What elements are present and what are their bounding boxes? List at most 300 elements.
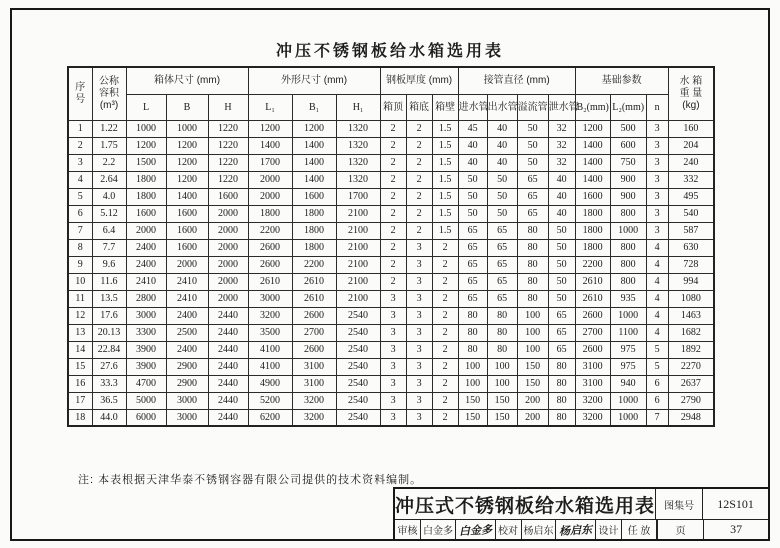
table-cell: 1000	[126, 120, 166, 137]
table-cell: 10	[68, 273, 92, 290]
table-cell: 1.5	[432, 137, 458, 154]
table-cell: 2400	[166, 341, 208, 358]
table-cell: 5	[646, 358, 668, 375]
table-cell: 3	[406, 239, 432, 256]
table-cell: 20.13	[92, 324, 126, 341]
reviewer-signature	[456, 520, 496, 539]
table-cell: 50	[517, 154, 548, 171]
col-n: n	[646, 94, 668, 120]
table-cell: 2	[380, 137, 406, 154]
table-cell: 3	[646, 120, 668, 137]
table-cell: 100	[487, 358, 517, 375]
table-cell: 80	[487, 341, 517, 358]
table-cell: 50	[548, 222, 575, 239]
table-cell: 3	[406, 290, 432, 307]
table-cell: 1400	[575, 171, 610, 188]
group-tank-dimensions: 箱体尺寸 (mm)	[126, 67, 248, 94]
table-cell: 2000	[208, 256, 248, 273]
reviewer-name: 白金多	[421, 520, 456, 539]
table-cell: 65	[548, 307, 575, 324]
table-cell: 40	[548, 171, 575, 188]
table-cell: 6.4	[92, 222, 126, 239]
table-cell: 80	[517, 222, 548, 239]
table-cell: 150	[458, 409, 487, 426]
table-cell: 1400	[292, 171, 336, 188]
table-cell: 6	[646, 375, 668, 392]
table-cell: 1400	[575, 154, 610, 171]
table-cell: 150	[487, 409, 517, 426]
table-cell: 900	[610, 171, 646, 188]
table-cell: 3	[406, 273, 432, 290]
table-cell: 994	[668, 273, 714, 290]
table-cell: 2200	[248, 222, 292, 239]
table-cell: 3100	[575, 375, 610, 392]
table-cell: 2900	[166, 375, 208, 392]
table-cell: 8	[68, 239, 92, 256]
table-cell: 3	[406, 409, 432, 426]
table-cell: 1600	[166, 222, 208, 239]
table-cell: 3100	[292, 375, 336, 392]
proofreader-signature	[556, 520, 596, 539]
group-outer-dimensions: 外形尺寸 (mm)	[248, 67, 380, 94]
table-row	[68, 307, 714, 324]
table-cell: 1320	[336, 154, 380, 171]
table-cell: 1200	[166, 171, 208, 188]
table-cell: 3900	[126, 358, 166, 375]
table-cell: 16	[68, 375, 92, 392]
table-cell: 44.0	[92, 409, 126, 426]
table-cell: 3200	[292, 392, 336, 409]
table-cell: 17.6	[92, 307, 126, 324]
col-L2: L₂(mm)	[610, 94, 646, 120]
table-cell: 975	[610, 341, 646, 358]
table-cell: 1.5	[432, 188, 458, 205]
table-cell: 1600	[166, 239, 208, 256]
table-cell: 2	[380, 154, 406, 171]
col-seq	[68, 67, 92, 120]
table-cell: 2800	[126, 290, 166, 307]
table-cell: 80	[548, 409, 575, 426]
table-cell: 12	[68, 307, 92, 324]
table-cell: 1400	[575, 137, 610, 154]
table-cell: 27.6	[92, 358, 126, 375]
table-cell: 50	[548, 273, 575, 290]
table-cell: 3300	[126, 324, 166, 341]
table-cell: 2610	[575, 273, 610, 290]
col-H1: H₁	[336, 94, 380, 120]
table-cell: 240	[668, 154, 714, 171]
col-weight-line1: 水 箱	[679, 76, 703, 88]
table-cell: 100	[517, 324, 548, 341]
table-cell: 728	[668, 256, 714, 273]
table-cell: 13.5	[92, 290, 126, 307]
table-cell: 1200	[248, 120, 292, 137]
table-cell: 2	[406, 222, 432, 239]
table-cell: 2	[432, 239, 458, 256]
col-outlet-pipe: 出水管	[487, 94, 517, 120]
table-cell: 32	[548, 120, 575, 137]
table-cell: 65	[458, 256, 487, 273]
page-number-value: 37	[730, 522, 743, 536]
table-row	[68, 222, 714, 239]
group-plate-thickness: 钢板厚度 (mm)	[380, 67, 458, 94]
table-cell: 935	[610, 290, 646, 307]
table-cell: 4	[646, 256, 668, 273]
table-cell: 3	[380, 290, 406, 307]
table-cell: 2400	[166, 307, 208, 324]
table-cell: 800	[610, 239, 646, 256]
table-cell: 3	[406, 375, 432, 392]
table-cell: 65	[458, 222, 487, 239]
table-cell: 2440	[208, 392, 248, 409]
table-cell: 80	[517, 290, 548, 307]
table-cell: 800	[610, 273, 646, 290]
col-weight-unit: (kg)	[682, 99, 700, 111]
table-row	[68, 239, 714, 256]
table-cell: 1600	[292, 188, 336, 205]
table-cell: 3	[406, 324, 432, 341]
table-cell: 50	[487, 205, 517, 222]
table-cell: 2100	[336, 273, 380, 290]
table-cell: 7	[646, 409, 668, 426]
table-cell: 1400	[292, 137, 336, 154]
table-cell: 3	[646, 154, 668, 171]
table-cell: 1200	[575, 120, 610, 137]
table-cell: 1.75	[92, 137, 126, 154]
table-cell: 2700	[575, 324, 610, 341]
table-cell: 1800	[575, 222, 610, 239]
table-cell: 1220	[208, 120, 248, 137]
table-cell: 540	[668, 205, 714, 222]
title-block-row2	[395, 520, 768, 539]
col-bottom-plate: 箱底	[406, 94, 432, 120]
table-cell: 2637	[668, 375, 714, 392]
footnote: 注: 本表根据天津华泰不锈钢容器有限公司提供的技术资料编制。	[78, 474, 423, 486]
designer-label: 设计	[596, 520, 622, 539]
table-cell: 6	[68, 205, 92, 222]
table-cell: 40	[487, 120, 517, 137]
table-cell: 3	[406, 392, 432, 409]
table-cell: 2540	[336, 358, 380, 375]
table-cell: 2610	[292, 273, 336, 290]
table-cell: 3000	[166, 392, 208, 409]
table-cell: 1400	[292, 154, 336, 171]
table-cell: 2540	[336, 324, 380, 341]
table-cell: 1000	[610, 409, 646, 426]
table-cell: 2	[432, 273, 458, 290]
table-cell: 5000	[126, 392, 166, 409]
table-cell: 3	[646, 188, 668, 205]
table-cell: 2600	[248, 256, 292, 273]
table-cell: 22.84	[92, 341, 126, 358]
table-cell: 2600	[248, 239, 292, 256]
table-cell: 2	[68, 137, 92, 154]
reviewer-signature-text: 白金多	[458, 522, 493, 538]
table-cell: 2	[432, 324, 458, 341]
table-cell: 13	[68, 324, 92, 341]
col-volume-line2: 容积	[99, 87, 119, 99]
table-cell: 50	[548, 256, 575, 273]
table-cell: 50	[487, 188, 517, 205]
table-cell: 4900	[248, 375, 292, 392]
table-cell: 900	[610, 188, 646, 205]
table-cell: 2400	[126, 256, 166, 273]
table-row	[68, 205, 714, 222]
table-cell: 1800	[292, 222, 336, 239]
col-B2: B₂(mm)	[575, 94, 610, 120]
col-weight-line2: 重 量	[679, 87, 703, 99]
table-cell: 2	[406, 188, 432, 205]
table-cell: 2600	[292, 307, 336, 324]
table-cell: 80	[458, 341, 487, 358]
proofreader-label: 校对	[496, 520, 522, 539]
table-cell: 65	[458, 290, 487, 307]
table-cell: 5	[646, 341, 668, 358]
table-cell: 2540	[336, 409, 380, 426]
table-cell: 11	[68, 290, 92, 307]
table-cell: 2270	[668, 358, 714, 375]
selection-table	[67, 66, 715, 427]
table-row	[68, 137, 714, 154]
table-cell: 80	[487, 307, 517, 324]
col-H: H	[208, 94, 248, 120]
table-cell: 1200	[166, 154, 208, 171]
table-cell: 2100	[336, 205, 380, 222]
table-cell: 2.2	[92, 154, 126, 171]
table-cell: 2	[406, 154, 432, 171]
table-cell: 3	[380, 307, 406, 324]
table-header	[68, 67, 714, 120]
table-cell: 2	[380, 239, 406, 256]
table-cell: 2	[406, 205, 432, 222]
col-overflow-pipe: 溢流管	[517, 94, 548, 120]
table-cell: 1320	[336, 137, 380, 154]
table-cell: 2700	[292, 324, 336, 341]
table-cell: 4	[68, 171, 92, 188]
col-tank-weight	[668, 67, 714, 120]
table-cell: 2000	[248, 188, 292, 205]
table-row	[68, 171, 714, 188]
table-cell: 9	[68, 256, 92, 273]
table-cell: 2000	[208, 290, 248, 307]
table-cell: 65	[487, 290, 517, 307]
col-volume	[92, 67, 126, 120]
title-block-row1	[395, 489, 768, 520]
table-cell: 50	[458, 188, 487, 205]
table-cell: 1700	[248, 154, 292, 171]
table-cell: 600	[610, 137, 646, 154]
table-cell: 1600	[575, 188, 610, 205]
table-cell: 11.6	[92, 273, 126, 290]
table-cell: 3	[380, 409, 406, 426]
table-cell: 2540	[336, 375, 380, 392]
table-cell: 150	[487, 392, 517, 409]
table-cell: 2948	[668, 409, 714, 426]
table-cell: 1320	[336, 171, 380, 188]
table-cell: 6200	[248, 409, 292, 426]
table-row	[68, 120, 714, 137]
table-cell: 160	[668, 120, 714, 137]
table-cell: 3100	[575, 358, 610, 375]
table-cell: 2440	[208, 307, 248, 324]
table-cell: 2	[380, 171, 406, 188]
table-cell: 1463	[668, 307, 714, 324]
table-cell: 150	[458, 392, 487, 409]
table-cell: 40	[487, 154, 517, 171]
table-cell: 975	[610, 358, 646, 375]
table-cell: 3	[380, 341, 406, 358]
table-cell: 50	[517, 120, 548, 137]
table-cell: 1200	[126, 137, 166, 154]
table-cell: 1700	[336, 188, 380, 205]
table-cell: 2	[406, 171, 432, 188]
table-cell: 2000	[208, 222, 248, 239]
table-cell: 40	[548, 205, 575, 222]
table-cell: 2	[432, 375, 458, 392]
page-title: 冲压不锈钢板给水箱选用表	[275, 43, 504, 60]
table-row	[68, 392, 714, 409]
table-cell: 80	[517, 273, 548, 290]
col-inlet-pipe: 进水管	[458, 94, 487, 120]
col-volume-unit: (m³)	[99, 99, 119, 111]
table-cell: 1000	[610, 307, 646, 324]
table-cell: 2610	[292, 290, 336, 307]
table-cell: 2	[380, 188, 406, 205]
table-cell: 17	[68, 392, 92, 409]
table-cell: 65	[548, 341, 575, 358]
table-cell: 1800	[575, 239, 610, 256]
table-cell: 2000	[166, 256, 208, 273]
table-row	[68, 256, 714, 273]
table-cell: 3	[646, 137, 668, 154]
table-cell: 2000	[126, 222, 166, 239]
table-cell: 2900	[166, 358, 208, 375]
table-cell: 100	[517, 307, 548, 324]
table-cell: 1600	[166, 205, 208, 222]
group-pipe-diameter: 接管直径 (mm)	[458, 67, 575, 94]
table-cell: 2000	[248, 171, 292, 188]
table-cell: 1600	[208, 188, 248, 205]
table-cell: 80	[517, 239, 548, 256]
table-cell: 80	[548, 392, 575, 409]
table-cell: 2440	[208, 341, 248, 358]
table-cell: 40	[458, 154, 487, 171]
table-cell: 2	[380, 222, 406, 239]
table-cell: 2100	[336, 256, 380, 273]
table-cell: 50	[548, 239, 575, 256]
table-cell: 2.64	[92, 171, 126, 188]
col-seq-line2: 号	[75, 93, 86, 105]
table-cell: 4.0	[92, 188, 126, 205]
proofreader-name: 杨启东	[522, 520, 557, 539]
table-cell: 1800	[292, 239, 336, 256]
table-cell: 1080	[668, 290, 714, 307]
table-cell: 2	[432, 392, 458, 409]
table-cell: 2540	[336, 392, 380, 409]
table-cell: 2	[380, 120, 406, 137]
table-cell: 750	[610, 154, 646, 171]
table-cell: 65	[487, 273, 517, 290]
table-cell: 800	[610, 256, 646, 273]
table-cell: 65	[548, 324, 575, 341]
table-cell: 50	[517, 137, 548, 154]
table-row	[68, 358, 714, 375]
table-cell: 1500	[126, 154, 166, 171]
table-cell: 2540	[336, 341, 380, 358]
table-cell: 2500	[166, 324, 208, 341]
table-cell: 65	[517, 171, 548, 188]
table-cell: 6	[646, 392, 668, 409]
table-cell: 45	[458, 120, 487, 137]
table-cell: 80	[517, 256, 548, 273]
drawing-title-block	[393, 487, 770, 541]
table-cell: 3100	[292, 358, 336, 375]
table-cell: 4700	[126, 375, 166, 392]
table-cell: 33.3	[92, 375, 126, 392]
table-cell: 4	[646, 273, 668, 290]
table-cell: 2000	[208, 239, 248, 256]
table-cell: 1000	[166, 120, 208, 137]
table-cell: 3200	[575, 409, 610, 426]
table-cell: 2000	[208, 205, 248, 222]
table-cell: 3	[406, 358, 432, 375]
table-cell: 50	[548, 290, 575, 307]
table-cell: 200	[517, 392, 548, 409]
table-cell: 587	[668, 222, 714, 239]
table-cell: 5200	[248, 392, 292, 409]
table-cell: 4	[646, 239, 668, 256]
table-cell: 40	[548, 188, 575, 205]
table-cell: 1220	[208, 137, 248, 154]
table-cell: 495	[668, 188, 714, 205]
table-cell: 80	[548, 358, 575, 375]
table-cell: 2600	[575, 341, 610, 358]
table-cell: 40	[458, 137, 487, 154]
table-cell: 50	[458, 171, 487, 188]
table-cell: 3	[68, 154, 92, 171]
table-cell: 2	[432, 358, 458, 375]
table-cell: 200	[517, 409, 548, 426]
table-cell: 3000	[126, 307, 166, 324]
table-cell: 50	[458, 205, 487, 222]
table-cell: 1800	[292, 205, 336, 222]
table-cell: 3	[380, 358, 406, 375]
proofreader-signature-text: 杨启东	[558, 522, 593, 538]
table-cell: 2	[380, 256, 406, 273]
table-cell: 2200	[292, 256, 336, 273]
table-cell: 65	[517, 205, 548, 222]
table-cell: 1000	[610, 222, 646, 239]
table-cell: 2610	[248, 273, 292, 290]
table-cell: 2	[432, 341, 458, 358]
table-cell: 65	[487, 256, 517, 273]
table-cell: 2	[432, 307, 458, 324]
table-cell: 1800	[248, 205, 292, 222]
atlas-number-value: 12S101	[717, 496, 754, 511]
table-cell: 2440	[208, 409, 248, 426]
title-block-title: 冲压式不锈钢板给水箱选用表	[395, 489, 656, 519]
col-B: B	[166, 94, 208, 120]
table-cell: 100	[517, 341, 548, 358]
table-cell: 1.22	[92, 120, 126, 137]
col-wall-plate: 箱壁	[432, 94, 458, 120]
table-cell: 1400	[166, 188, 208, 205]
table-cell: 1220	[208, 154, 248, 171]
table-cell: 65	[517, 188, 548, 205]
table-cell: 1.5	[432, 222, 458, 239]
col-top-plate: 箱顶	[380, 94, 406, 120]
table-row	[68, 188, 714, 205]
